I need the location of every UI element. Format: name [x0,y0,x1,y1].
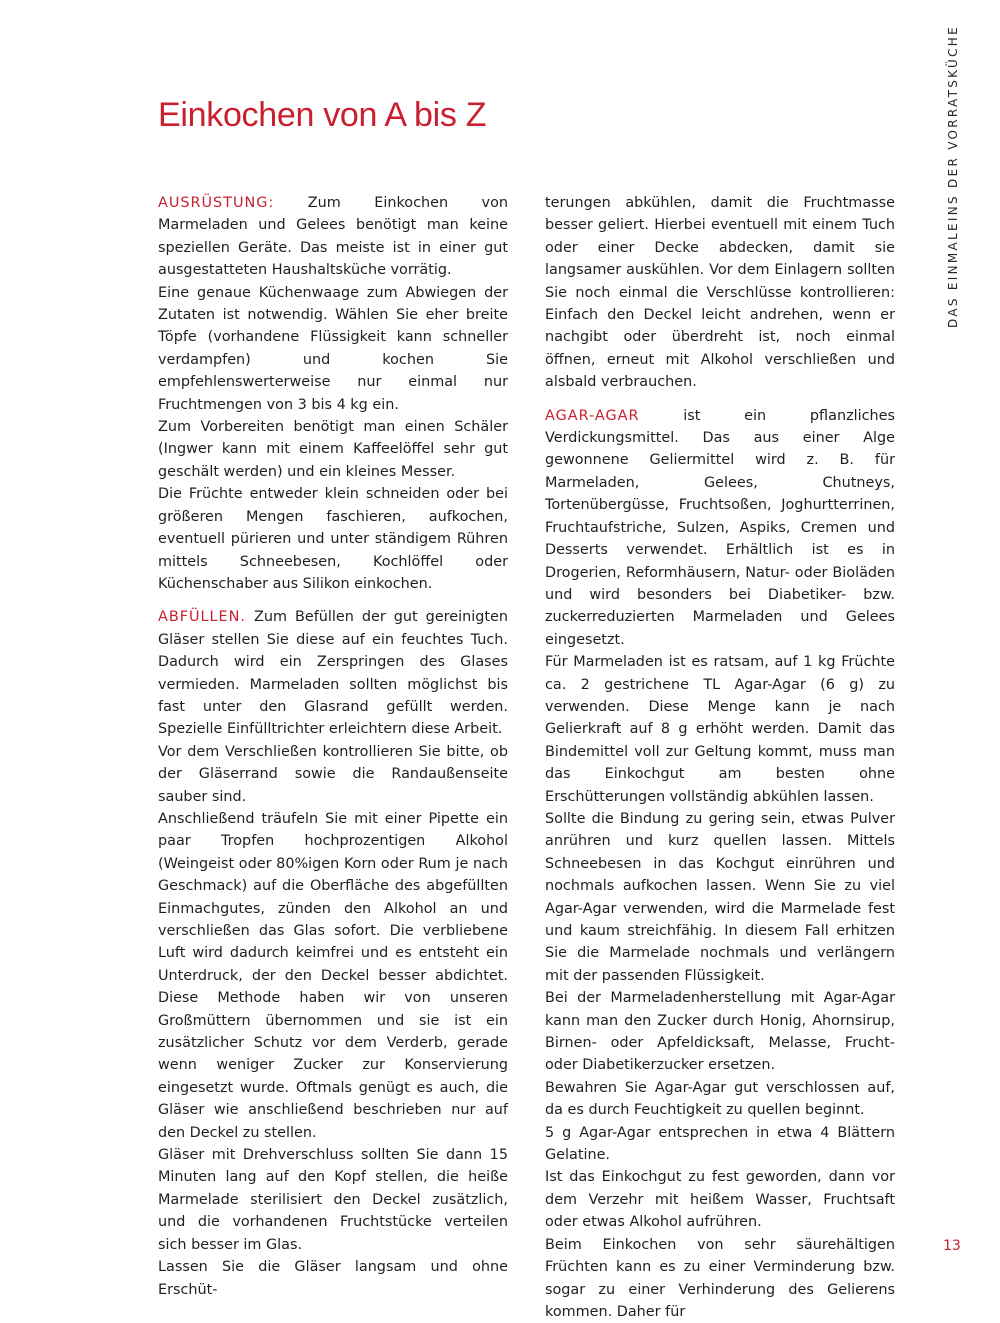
section-heading-ausruestung: AUSRÜSTUNG: [158,195,275,211]
paragraph-ausruestung [158,192,508,282]
paragraph: Anschließend träufeln Sie mit einer Pipette ein paar Tropfen hochprozentigen Alkohol (Weingeist oder 80%igen Korn oder Rum je nach Geschmack) auf die Oberfläche des abgefüllten Einmachgutes, zünden den Alkohol an und verschließen das Glas sofort. Die verbliebene Luft wird dadurch keimfrei und es entsteht ein Unterdruck, der den Deckel besser abdichtet. Diese Methode haben wir von unseren Großmüttern übernommen und sie ist ein zusätzlicher Schutz vor dem Verderb, gerade wenn weniger Zucker zur Konservierung eingesetzt wurde. Oftmals genügt es auch, die Gläser wie anschließend beschrieben nur auf den Deckel zu stellen. [158,810,508,1141]
chapter-side-title: DAS EINMALEINS DER VORRATSKÜCHE [946,25,960,328]
paragraph: Sollte die Bindung zu gering sein, etwas Pulver anrühren und kurz quellen lassen. Mittels Schneebesen in das Kochgut einrühren und nochmals aufkochen lassen. Wenn Sie zu viel Agar-Agar verwenden, wird die Marmelade fest und kaum streichfähig. In diesem Fall erhitzen Sie die Marmelade nochmals und verlängern mit der passenden Flüssigkeit. [545,810,895,984]
paragraph: Ist das Einkochgut zu fest geworden, dann vor dem Verzehr mit heißem Wasser, Fruchtsaft oder etwas Alkohol aufrühren. [545,1169,895,1231]
paragraph-text: Zum Befüllen der gut gereinigten Gläser stellen Sie diese auf ein feuchtes Tuch. Dadurch wird ein Zerspringen des Glases vermieden. Marmeladen sollten möglichst bis fast unter den Glasrand gefüllt werden. Spezielle Einfülltrichter erleichtern diese Arbeit. [158,609,508,738]
page-number: 13 [943,1238,961,1254]
paragraph: terungen abkühlen, damit die Fruchtmasse besser geliert. Hierbei eventuell mit einem Tuch oder einer Decke abdecken, damit sie langsamer auskühlen. Vor dem Einlagern sollten Sie noch einmal die Verschlüsse kontrollieren: Einfach den Deckel leicht andrehen, wenn er nachgibt oder überdreht ist, noch einmal öffnen, erneut mit Alkohol verschließen und alsbald verbrauchen. [545,195,895,391]
paragraph: Bewahren Sie Agar-Agar gut verschlossen auf, da es durch Feuchtigkeit zu quellen beginnt. [545,1079,895,1119]
paragraph: 5 g Agar-Agar entsprechen in etwa 4 Blättern Gelatine. [545,1124,895,1164]
paragraph-agar-agar [545,405,895,651]
paragraph: Eine genaue Küchenwaage zum Abwiegen der Zutaten ist notwendig. Wählen Sie eher breite Töpfe (vorhandene Flüssigkeit kann schneller verdampfen) und kochen Sie empfehlenswerterweise nur einmal nur Fruchtmengen von 3 bis 4 kg ein. [158,284,508,413]
section-heading-agar-agar: AGAR-AGAR [545,407,640,424]
paragraph-text: ist ein pflanzliches Verdickungsmittel. Das aus einer Alge gewonnene Geliermittel wird z. B. für Marmeladen, Gelees, Chutneys, Tortenübergüsse, Fruchtsoßen, Joghurtterrinen, Fruchtaufstriche, Sulzen, Aspiks, Cremen und Desserts verwendet. Erhältlich ist es in Drogerien, Reformhäusern, Natur- oder Bioläden und wird besonders bei Diabetiker- bzw. zuckerreduzierten Marmeladen und Gelees eingesetzt. [545,407,895,648]
page-title: Einkochen von A bis Z [158,96,487,134]
right-column [545,192,895,1323]
paragraph: Die Früchte entweder klein schneiden oder bei größeren Mengen faschieren, aufkochen, eventuell pürieren und unter ständigem Rühren mittels Schneebesen, Kochlöffel oder Küchenschaber aus Silikon einkochen. [158,486,508,592]
paragraph-abfuellen [158,606,508,740]
paragraph: Vor dem Verschließen kontrollieren Sie bitte, ob der Gläserrand sowie die Randaußenseite sauber sind. [158,743,508,805]
paragraph: Bei der Marmeladenherstellung mit Agar-Agar kann man den Zucker durch Honig, Ahornsirup, Birnen- oder Apfeldicksaft, Melasse, Frucht- oder Diabetikerzucker ersetzen. [545,990,895,1074]
paragraph: Für Marmeladen ist es ratsam, auf 1 kg Früchte ca. 2 gestrichene TL Agar-Agar (6 g) zu verwenden. Diese Menge kann je nach Gelierkraft auf 8 g erhöht werden. Damit das Bindemittel voll zur Geltung kommt, muss man das Einkochgut am besten ohne Erschütterungen vollständig abkühlen lassen. [545,654,895,805]
section-heading-abfuellen: ABFÜLLEN. [158,609,246,626]
paragraph-text: Zum Einkochen von Marmeladen und Gelees benötigt man keine speziellen Geräte. Das meiste ist in einer gut ausgestatteten Haushaltsküche vorrätig. [158,195,508,279]
left-column [158,192,508,1301]
paragraph: Gläser mit Drehverschluss sollten Sie dann 15 Minuten lang auf den Kopf stellen, die heiße Marmelade sterilisiert den Deckel zusätzlich, und die vorhandenen Fruchtstücke verteilen sich besser im Glas. [158,1147,508,1253]
paragraph: Beim Einkochen von sehr säurehältigen Früchten kann es zu einer Verminderung bzw. sogar zu einer Verhinderung des Gelierens kommen. Daher für [545,1236,895,1320]
paragraph: Lassen Sie die Gläser langsam und ohne Erschüt- [158,1259,508,1298]
paragraph: Zum Vorbereiten benötigt man einen Schäler (Ingwer kann mit einem Kaffeelöffel sehr gut geschält werden) und ein kleines Messer. [158,419,508,480]
